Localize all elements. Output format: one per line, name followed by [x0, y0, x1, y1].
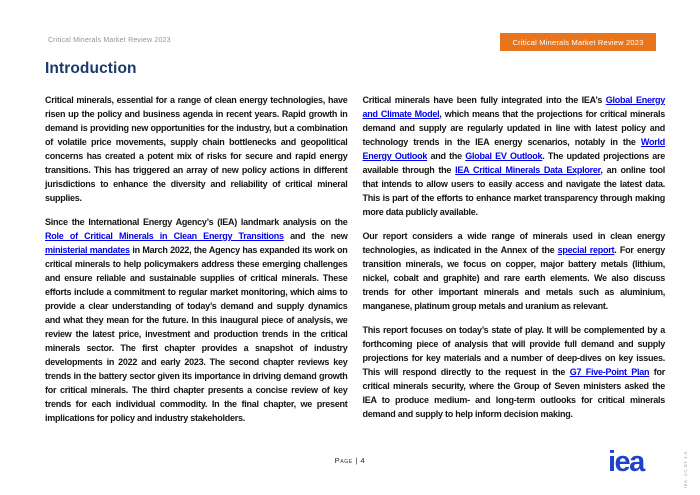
- text-link[interactable]: World Energy Outlook: [362, 137, 665, 161]
- text-run: Our report considers a wide range of minerals used in clean energy technologies, as indicated in the Annex of the: [362, 231, 665, 255]
- text-link[interactable]: Role of Critical Minerals in Clean Energy Transitions: [45, 231, 284, 241]
- text-run: , which means that the projections for critical minerals demand and supply are regularly updated in line with latest policy and technology trends in the IEA energy scenarios, notably in the: [362, 109, 666, 147]
- paragraph: [45, 93, 348, 205]
- text-run: Critical minerals have been fully integrated into the IEA’s: [362, 95, 606, 105]
- text-run: . The updated projections are available through the: [362, 151, 665, 175]
- page-title: Introduction: [45, 60, 137, 77]
- running-header: Critical Minerals Market Review 2023: [48, 37, 171, 44]
- text-run: and the new: [283, 231, 348, 241]
- license-attribution: IEA. CC BY 4.0.: [683, 449, 688, 488]
- text-link[interactable]: Global Energy and Climate Model: [362, 95, 666, 119]
- text-link[interactable]: ministerial mandates: [45, 245, 130, 255]
- text-run: This report focuses on today’s state of play. It will be complemented by a forthcoming piece of analysis that will provide full demand and supply projections for key materials and a number of deep-dives on key issues. This will respond directly to the request in the: [362, 325, 665, 377]
- edition-badge: Critical Minerals Market Review 2023: [500, 33, 656, 51]
- body-columns: [45, 93, 665, 435]
- paragraph: [45, 215, 348, 425]
- page-number: Page | 4: [334, 456, 366, 465]
- text-link[interactable]: Global EV Outlook: [465, 151, 543, 161]
- text-link[interactable]: G7 Five-Point Plan: [569, 367, 650, 377]
- right-column: [363, 93, 666, 435]
- text-link[interactable]: special report: [557, 245, 615, 255]
- paragraph: [363, 229, 666, 313]
- text-run: Critical minerals, essential for a range of clean energy technologies, have risen up the policy and business agenda in recent years. Rapid growth in demand is providing new opportunities for the industry, but a combination of volatile price movements, supply chain bottlenecks and geopolitical concerns has created a potent mix of risks for secure and rapid energy transitions. This has triggered an array of new policy actions in different jurisdictions to enhance the diversity and reliability of critical mineral supplies.: [45, 95, 348, 203]
- text-run: Since the International Energy Agency’s (IEA) landmark analysis on the: [45, 217, 348, 227]
- text-run: . For energy transition minerals, we focus on copper, major battery metals (lithium, nickel, cobalt and graphite) and rare earth elements. We also discuss trends for other important minerals and metals such as aluminium, manganese, platinum group metals and uranium as relevant.: [362, 245, 665, 311]
- text-link[interactable]: IEA Critical Minerals Data Explorer: [455, 165, 601, 175]
- paragraph: [363, 323, 666, 421]
- left-column: [45, 93, 348, 435]
- paragraph: [363, 93, 666, 219]
- text-run: , an online tool that intends to allow users to easily access and navigate the latest data. This is part of the efforts to enhance market transparency through making more data publicly available.: [362, 165, 666, 217]
- text-run: for critical minerals security, where the Group of Seven ministers asked the IEA to produce medium- and long-term outlooks for critical minerals demand and supply to help inform decision making.: [362, 367, 666, 419]
- text-run: and the: [427, 151, 466, 161]
- text-run: in March 2022, the Agency has expanded its work on critical minerals to help policymakers address these emerging challenges and ensure reliable and sustainable supplies of critical minerals. These efforts include a commitment to regular market monitoring, which aims to provide a clear understanding of today’s demand and supply dynamics and what they mean for the future. In this inaugural piece of analysis, we review the latest price, investment and production trends in the critical minerals sector. The first chapter provides a snapshot of industry developments in 2022 and early 2023. The second chapter reviews key trends in the battery sector given its importance in driving demand growth for critical minerals. The third chapter presents a concise review of key trends for each individual commodity. In the final chapter, we present implications for policy and industry stakeholders.: [45, 245, 348, 423]
- iea-logo: iea: [608, 446, 644, 478]
